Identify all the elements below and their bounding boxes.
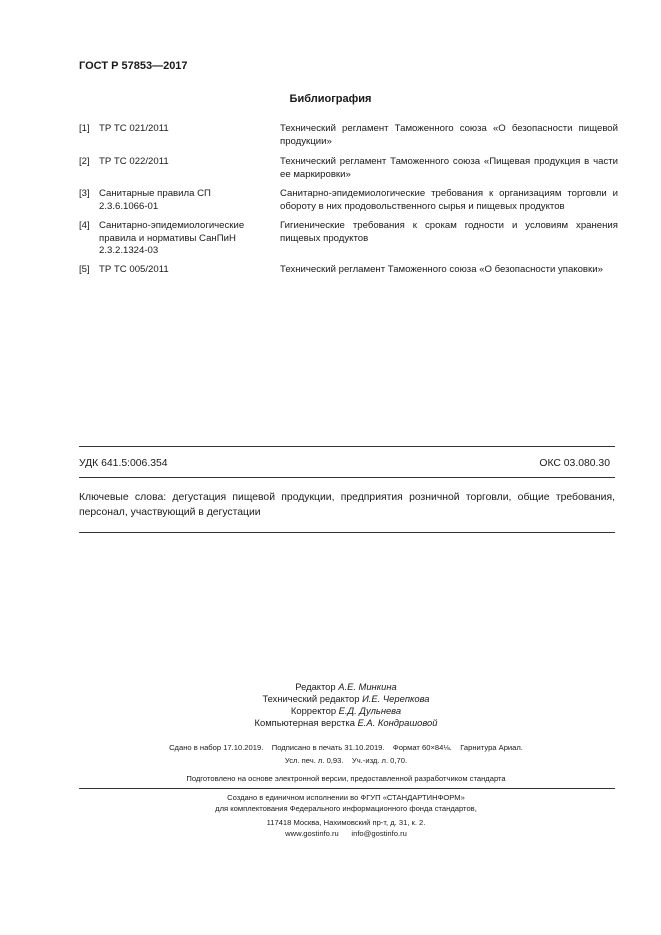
credit-name: Е.А. Кондрашовой	[357, 717, 438, 728]
entry-number: [3]	[79, 188, 90, 199]
staff-credits	[0, 681, 661, 729]
print-details: Сдано в набор 17.10.2019. Подписано в печать 31.10.2019. Формат 60×84⅛. Гарнитура Ариал.	[169, 743, 523, 752]
standard-header: ГОСТ Р 57853—2017	[79, 60, 188, 72]
credit-role: Редактор	[295, 681, 336, 692]
publisher-address: 117418 Москва, Нахимовский пр-т, д. 31, к. 2.	[266, 818, 426, 827]
credit-line	[0, 693, 661, 705]
credit-role: Корректор	[290, 705, 337, 716]
entry-description: Гигиенические требования к срокам годности и условиям хранения пищевых продуктов	[280, 220, 618, 244]
credit-line	[0, 705, 661, 717]
bibliography-entry	[79, 156, 619, 188]
keywords: Ключевые слова: дегустация пищевой продукции, предприятия розничной торговли, общие требования, персонал, участвующий в дегустации	[79, 492, 615, 518]
credit-line	[0, 717, 661, 729]
print-sheets: Усл. печ. л. 0,93. Уч.-изд. л. 0,70.	[284, 756, 408, 765]
oks-code: ОКС 03.080.30	[539, 458, 610, 469]
bibliography-title: Библиография	[289, 93, 372, 105]
credit-role: Технический редактор	[262, 693, 360, 704]
credit-name: И.Е. Черепкова	[362, 693, 430, 704]
entry-description: Технический регламент Таможенного союза «О безопасности упаковки»	[280, 264, 603, 275]
entry-number: [2]	[79, 156, 90, 167]
prepared-note: Подготовлено на основе электронной версии, предоставленной разработчиком стандарта	[186, 774, 506, 783]
entry-reference: ТР ТС 005/2011	[99, 264, 169, 275]
entry-reference: ТР ТС 021/2011	[99, 123, 169, 134]
credit-line	[0, 681, 661, 693]
entry-description: Санитарно-эпидемиологические требования к организациям торговли и обороту в них продовольственного сырья и пищевых продуктов	[280, 188, 618, 212]
entry-number: [4]	[79, 220, 90, 231]
entry-number: [5]	[79, 264, 90, 275]
udc-code: УДК 641.5:006.354	[79, 458, 168, 469]
bibliography-entry	[79, 123, 619, 156]
credit-role: Компьютерная верстка	[254, 717, 355, 728]
entry-reference: ТР ТС 022/2011	[99, 156, 169, 167]
divider	[79, 446, 615, 447]
credit-name: Е.Д. Дульнева	[338, 705, 402, 716]
bibliography-entry	[79, 264, 619, 280]
entry-description: Технический регламент Таможенного союза «Пищевая продукция в части ее маркировки»	[280, 156, 618, 180]
divider	[79, 477, 615, 478]
divider	[79, 788, 615, 789]
entry-reference: Санитарные правила СП 2.3.6.1066-01	[99, 188, 211, 212]
entry-reference: Санитарно-эпидемиологические правила и нормативы СанПиН 2.3.2.1324-03	[99, 220, 245, 256]
bibliography-entry	[79, 220, 619, 264]
publisher-purpose: для комплектования Федерального информационного фонда стандартов,	[215, 804, 477, 813]
entry-description: Технический регламент Таможенного союза «О безопасности пищевой продукции»	[280, 123, 618, 147]
divider	[79, 532, 615, 533]
bibliography-entry	[79, 188, 619, 220]
bibliography-list	[79, 123, 619, 280]
credit-name: А.Е. Минкина	[338, 681, 397, 692]
publisher-contacts: www.gostinfo.ru info@gostinfo.ru	[285, 829, 407, 838]
entry-number: [1]	[79, 123, 90, 134]
publisher-line: Создано в единичном исполнении во ФГУП «СТАНДАРТИНФОРМ»	[227, 793, 465, 802]
